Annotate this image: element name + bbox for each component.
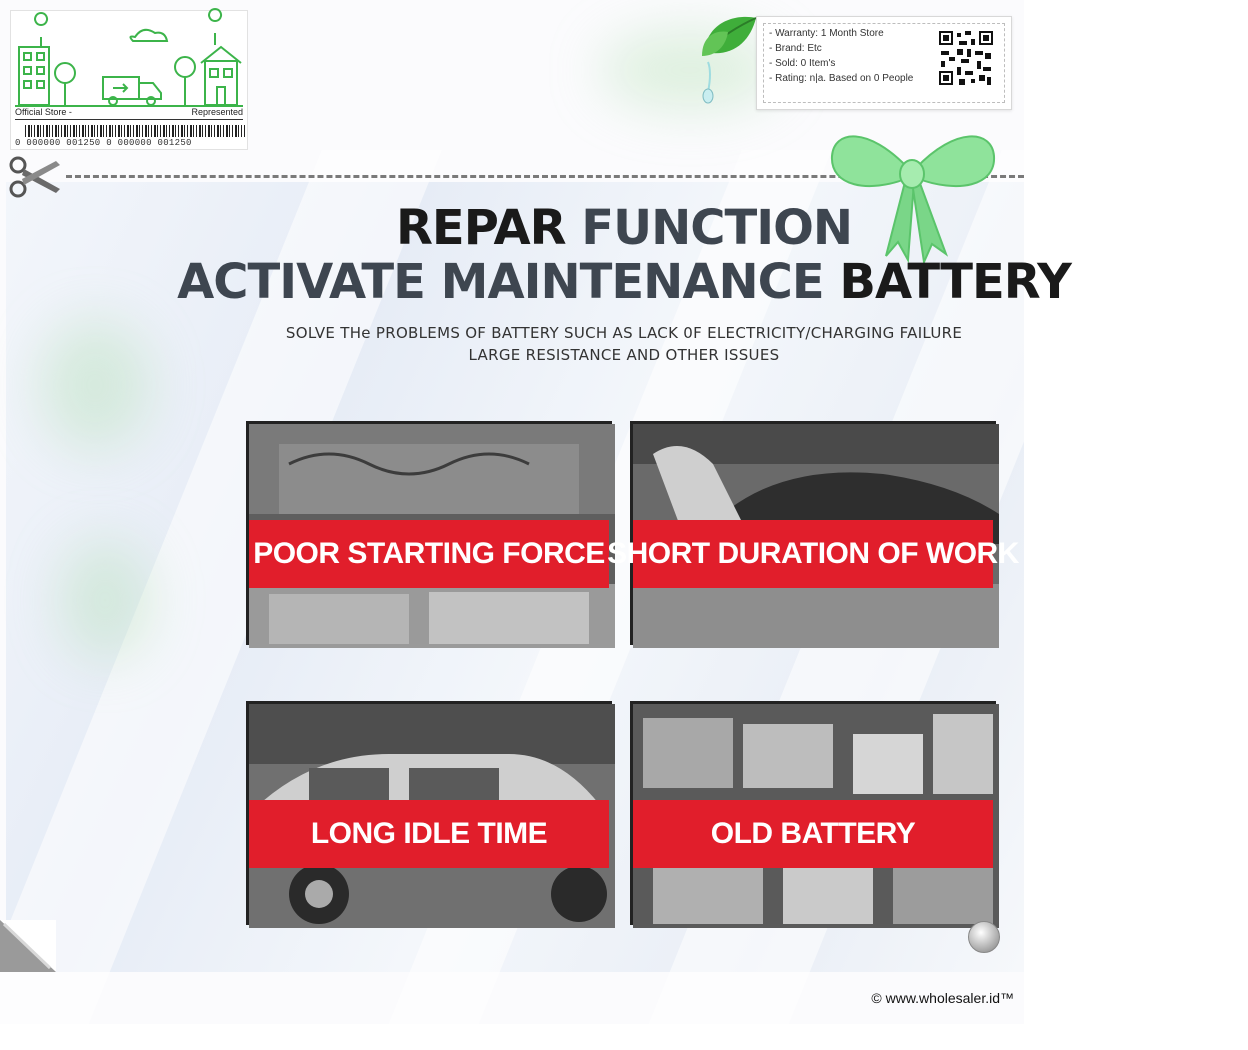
- headline-line-2: [0, 254, 1248, 310]
- background-glow: [40, 320, 150, 450]
- problem-tile-old-battery: [630, 701, 996, 925]
- headline-word-activate: ACTIVATE MAINTENANCE: [177, 254, 824, 310]
- subtitle-line-2: LARGE RESISTANCE AND OTHER ISSUES: [468, 346, 780, 364]
- divider: [15, 119, 243, 120]
- rating-text: - Rating: n|a. Based on 0 People: [769, 73, 914, 84]
- problem-label: POOR STARTING FORCE: [253, 537, 605, 570]
- problem-tile-starting-force: [246, 421, 612, 645]
- problem-label: LONG IDLE TIME: [310, 817, 548, 850]
- subtitle-line-1: SOLVE THe PROBLEMS OF BATTERY SUCH AS LACK 0F ELECTRICITY/CHARGING FAILURE: [285, 324, 963, 342]
- problem-tile-idle-time: [246, 701, 612, 925]
- barcode: [25, 125, 245, 137]
- store-label-official: Official Store -: [15, 107, 72, 117]
- product-info-box: [756, 16, 1012, 110]
- brand-text: - Brand: Etc: [769, 43, 822, 54]
- problem-band: [607, 520, 1019, 588]
- headline-line-1: [0, 200, 1248, 256]
- metal-knob-icon: [968, 921, 1000, 953]
- store-label-represented: Represented: [191, 107, 243, 117]
- problem-label: SHORT DURATION OF WORK: [607, 537, 1019, 570]
- headline-word-function: FUNCTION: [581, 200, 853, 256]
- headline-word-repar: REPAR: [395, 200, 566, 256]
- problem-label: OLD BATTERY: [710, 817, 916, 850]
- qr-code-icon: [937, 29, 995, 87]
- background-glow: [60, 540, 150, 660]
- problem-band: [249, 520, 609, 588]
- store-card: [10, 10, 248, 150]
- problem-band: [249, 800, 609, 868]
- headline-word-battery: BATTERY: [839, 254, 1071, 310]
- info-lines: [769, 26, 913, 86]
- problem-tile-short-duration: [607, 421, 1019, 645]
- scissors-icon: [8, 155, 62, 199]
- page-curl-icon: [0, 920, 56, 972]
- barcode-number: 0 000000 001250 0 000000 001250: [15, 138, 192, 148]
- town-illustration: [15, 17, 243, 109]
- leaf-icon: [698, 12, 758, 104]
- warranty-text: - Warranty: 1 Month Store: [769, 28, 884, 39]
- problem-band: [633, 800, 993, 868]
- copyright-footer: © www.wholesaler.id™: [871, 990, 1014, 1006]
- sold-text: - Sold: 0 Item's: [769, 58, 836, 69]
